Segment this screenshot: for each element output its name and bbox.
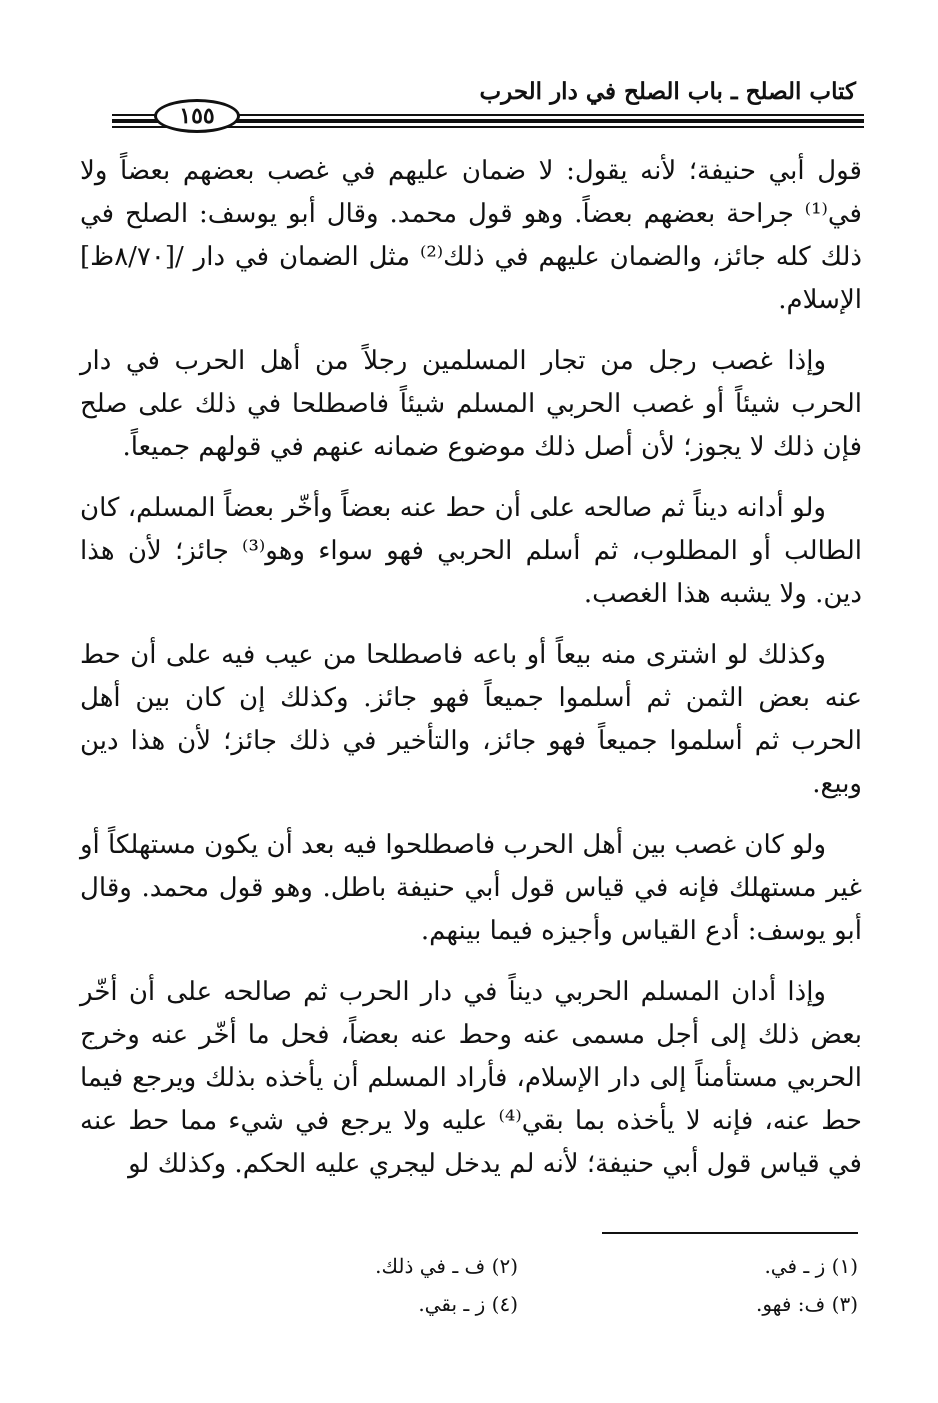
running-header: كتاب الصلح ـ باب الصلح في دار الحرب (479, 78, 856, 105)
footnote-3: (٣) ف: فهو. (755, 1292, 858, 1316)
paragraph-3: ولو أدانه ديناً ثم صالحه على أن حط عنه بعضاً وأخّر بعضاً المسلم، كان الطالب أو المطلوب، ثم أسلم الحربي فهو سواء وهو⁽³⁾ جائز؛ لأن هذا دين. ولا يشبه هذا الغصب. (80, 493, 862, 609)
paragraph-6: وإذا أدان المسلم الحربي ديناً في دار الحرب ثم صالحه على أن أخّر بعض ذلك إلى أجل مسمى عنه وحط عنه بعضاً، فحل ما أخّر عنه وخرج الحربي مستأمناً إلى دار الإسلام، فأراد المسلم أن يأخذه بذلك ويرجع فيما حط عنه، فإنه لا يأخذه بما بقي⁽⁴⁾ عليه ولا يرجع في شيء مما حط عنه في قياس قول أبي حنيفة؛ لأنه لم يدخل ليجري عليه الحكم. وكذلك لو (80, 977, 862, 1179)
footnotes (298, 1247, 858, 1323)
paragraph-4: وكذلك لو اشترى منه بيعاً أو باعه فاصطلحا من عيب فيه على أن حط عنه بعض الثمن ثم أسلموا جميعاً فهو جائز. وكذلك إن كان بين أهل الحرب ثم أسلموا جميعاً فهو جائز، والتأخير في ذلك جائز؛ لأن هذا دين وبيع. (80, 640, 862, 799)
footnote-row (298, 1247, 858, 1285)
footnote-2: (٢) ف ـ في ذلك. (375, 1254, 518, 1278)
footnote-separator (602, 1232, 858, 1234)
paragraph-2: وإذا غصب رجل من تجار المسلمين رجلاً من أهل الحرب في دار الحرب شيئاً أو غصب الحربي المسلم شيئاً فاصطلحا في ذلك على صلح فإن ذلك لا يجوز؛ لأن أصل ذلك موضوع ضمانه عنهم في قولهم جميعاً. (80, 346, 862, 462)
footnote-4: (٤) ز ـ بقي. (418, 1292, 518, 1316)
main-text (80, 150, 862, 1204)
paragraph-5: ولو كان غصب بين أهل الحرب فاصطلحوا فيه بعد أن يكون مستهلكاً أو غير مستهلك فإنه في قياس قول أبي حنيفة باطل. وهو قول محمد. وقال أبو يوسف: أدع القياس وأجيزه فيما بينهم. (80, 830, 862, 946)
footnote-row (298, 1285, 858, 1323)
footnote-1: (١) ز ـ في. (764, 1254, 858, 1278)
paragraph-1: قول أبي حنيفة؛ لأنه يقول: لا ضمان عليهم في غصب بعضهم بعضاً ولا في⁽¹⁾ جراحة بعضهم بعضاً. وهو قول محمد. وقال أبو يوسف: الصلح في ذلك كله جائز، والضمان عليهم في ذلك⁽²⁾ مثل الضمان في دار /[٨/٧٠ظ] الإسلام. (80, 156, 862, 315)
page-number: ١٥٥ (154, 99, 240, 133)
